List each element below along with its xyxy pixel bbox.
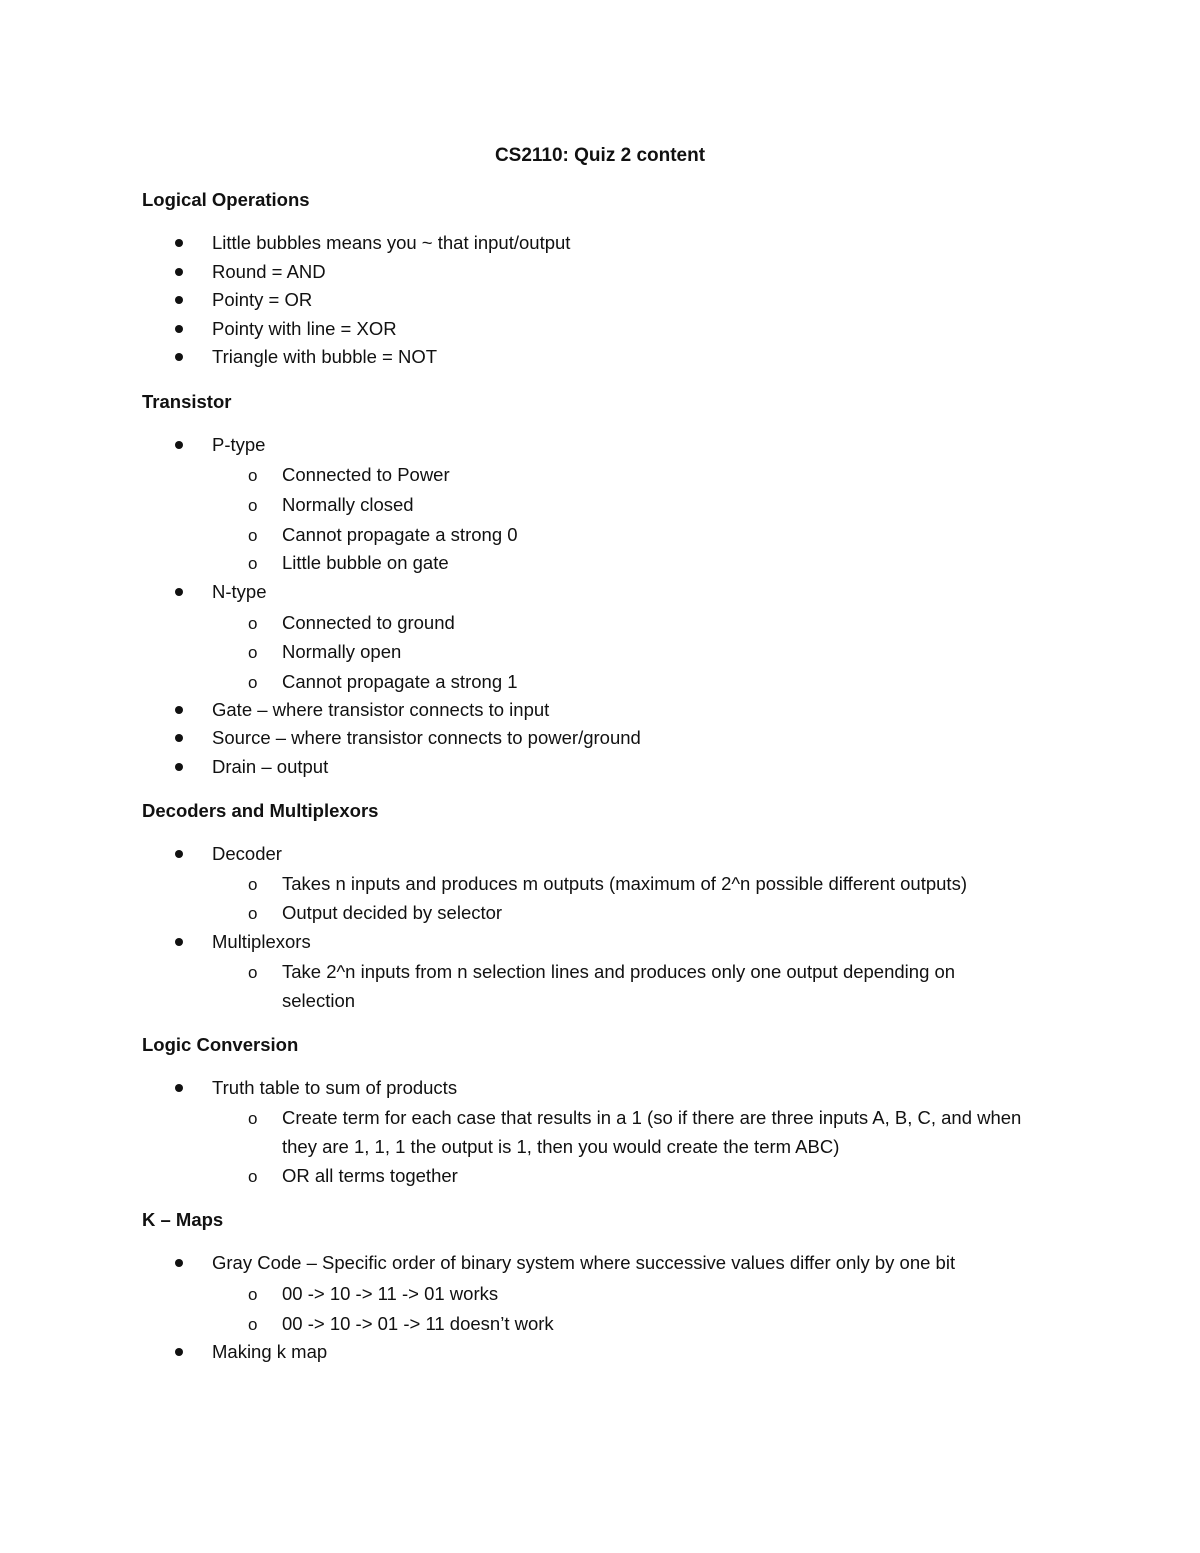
list-item-text: Triangle with bubble = NOT xyxy=(212,346,438,367)
sub-list-item-text: Little bubble on gate xyxy=(282,552,449,573)
section-heading-logic-conversion: Logic Conversion xyxy=(142,1034,299,1055)
bullet-icon xyxy=(175,441,183,449)
sub-list-item-text: 00 -> 10 -> 11 -> 01 works xyxy=(282,1283,499,1304)
bullet-icon xyxy=(175,353,183,361)
sub-bullet-icon: o xyxy=(248,904,258,923)
sub-bullet-icon: o xyxy=(248,554,258,573)
list-item-text: Pointy = OR xyxy=(212,289,313,310)
sub-list-item-text: Take 2^n inputs from n selection lines and produces only one output depending on selection xyxy=(282,961,956,1011)
list-item-text: Gray Code – Specific order of binary system where successive values differ only by one bit xyxy=(212,1252,956,1273)
bullet-icon xyxy=(175,588,183,596)
list-item-text: Pointy with line = XOR xyxy=(212,318,397,339)
sub-list-item-text: Create term for each case that results in a 1 (so if there are three inputs A, B, C, and when they are 1, 1, 1 the output is 1, then you would create the term ABC) xyxy=(282,1107,1022,1157)
sub-bullet-icon: o xyxy=(248,466,258,485)
list-item-text: Source – where transistor connects to power/ground xyxy=(212,727,641,748)
list-item-text: Making k map xyxy=(212,1341,328,1362)
sub-bullet-icon: o xyxy=(248,526,258,545)
sub-bullet-icon: o xyxy=(248,1167,258,1186)
bullet-icon xyxy=(175,1259,183,1267)
sub-list-item-text: Takes n inputs and produces m outputs (maximum of 2^n possible different outputs) xyxy=(282,873,967,894)
sub-list-item-text: Normally open xyxy=(282,641,402,662)
sub-bullet-icon: o xyxy=(248,875,258,894)
section-heading-logical-operations: Logical Operations xyxy=(142,189,310,210)
bullet-icon xyxy=(175,850,183,858)
list-item-text: Decoder xyxy=(212,843,282,864)
sub-bullet-icon: o xyxy=(248,673,258,692)
bullet-icon xyxy=(175,239,183,247)
sub-list-item-text: Normally closed xyxy=(282,494,414,515)
section-heading-kmaps: K – Maps xyxy=(142,1209,224,1230)
sub-list-item-text: Connected to Power xyxy=(282,464,450,485)
sub-list-item-text: Cannot propagate a strong 1 xyxy=(282,671,518,692)
list-item-text: P-type xyxy=(212,434,266,455)
sub-bullet-icon: o xyxy=(248,614,258,633)
list-item-text: Drain – output xyxy=(212,756,329,777)
sub-bullet-icon: o xyxy=(248,1315,258,1334)
section-heading-transistor: Transistor xyxy=(142,391,232,412)
sub-bullet-icon: o xyxy=(248,1109,258,1128)
bullet-icon xyxy=(175,763,183,771)
list-item-text: Little bubbles means you ~ that input/output xyxy=(212,232,571,253)
bullet-icon xyxy=(175,1084,183,1092)
sub-list-item-text: Output decided by selector xyxy=(282,902,503,923)
list-item-text: Multiplexors xyxy=(212,931,311,952)
sub-list-item-text: 00 -> 10 -> 01 -> 11 doesn’t work xyxy=(282,1313,554,1334)
sub-list-item-text: OR all terms together xyxy=(282,1165,458,1186)
list-item-text: N-type xyxy=(212,581,267,602)
bullet-icon xyxy=(175,938,183,946)
list-item-text: Round = AND xyxy=(212,261,326,282)
bullet-icon xyxy=(175,734,183,742)
list-item-text: Truth table to sum of products xyxy=(212,1077,458,1098)
bullet-icon xyxy=(175,1348,183,1356)
sub-bullet-icon: o xyxy=(248,1285,258,1304)
bullet-icon xyxy=(175,296,183,304)
sub-list-item-text: Cannot propagate a strong 0 xyxy=(282,524,518,545)
bullet-icon xyxy=(175,268,183,276)
section-heading-decoders: Decoders and Multiplexors xyxy=(142,800,379,821)
sub-bullet-icon: o xyxy=(248,496,258,515)
document-title: CS2110: Quiz 2 content xyxy=(494,145,706,166)
sub-bullet-icon: o xyxy=(248,643,258,662)
list-item-text: Gate – where transistor connects to input xyxy=(212,699,550,720)
sub-bullet-icon: o xyxy=(248,963,258,982)
bullet-icon xyxy=(175,325,183,333)
sub-list-item-text: Connected to ground xyxy=(282,612,455,633)
bullet-icon xyxy=(175,706,183,714)
